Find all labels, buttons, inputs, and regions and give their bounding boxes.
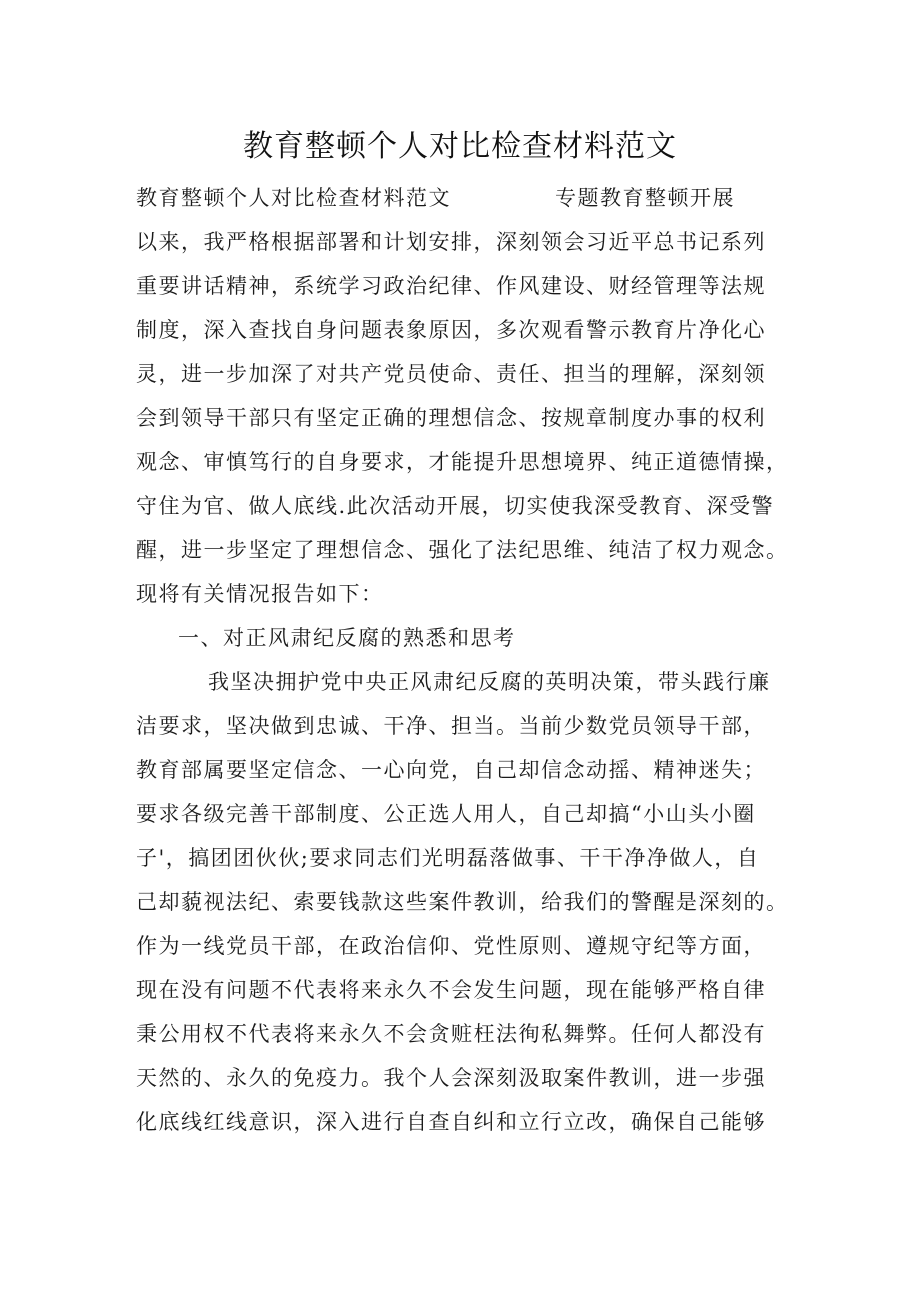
paragraph-line: 灵，进一步加深了对共产党员使命、责任、担当的理解，深刻领 bbox=[136, 362, 766, 386]
paragraph-line bbox=[136, 176, 806, 220]
paragraph-line: 洁要求，坚决做到忠诚、干净、担当。当前少数党员领导干部， bbox=[136, 714, 766, 738]
paragraph-line: 以来，我严格根据部署和计划安排，深刻领会习近平总书记系列 bbox=[136, 230, 766, 254]
inline-subtitle: 专题教育整顿开展 bbox=[555, 186, 735, 210]
paragraph-line: 观念、审慎笃行的自身要求，才能提升思想境界、纯正道德情操， bbox=[136, 450, 789, 474]
inline-title: 教育整顿个人对比检查材料范文 bbox=[136, 186, 451, 210]
paragraph-line: 制度，深入查找自身问题表象原因，多次观看警示教育片净化心 bbox=[136, 318, 766, 342]
paragraph-line: 守住为官、做人底线.此次活动开展，切实使我深受教育、深受警 bbox=[136, 494, 775, 518]
paragraph-line: 作为一线党员干部，在政治信仰、党性原则、遵规守纪等方面， bbox=[136, 934, 766, 958]
paragraph-line: 现在没有问题不代表将来永久不会发生问题，现在能够严格自律 bbox=[136, 978, 766, 1002]
paragraph-line: 我坚决拥护党中央正风肃纪反腐的英明决策，带头践行廉 bbox=[208, 670, 771, 694]
paragraph-line: 重要讲话精神，系统学习政治纪律、作风建设、财经管理等法规 bbox=[136, 274, 766, 298]
paragraph-line: 要求各级完善干部制度、公正选人用人，自己却搞“小山头小圈 bbox=[136, 802, 756, 826]
document-title: 教育整顿个人对比检查材料范文 bbox=[243, 129, 677, 164]
paragraph-line: 己却藐视法纪、索要钱款这些案件教训，给我们的警醒是深刻的。 bbox=[136, 890, 789, 914]
paragraph-line: 会到领导干部只有坚定正确的理想信念、按规章制度办事的权利 bbox=[136, 406, 766, 430]
paragraph-line: 醒，进一步坚定了理想信念、强化了法纪思维、纯洁了权力观念。 bbox=[136, 538, 789, 562]
document-body bbox=[136, 176, 806, 1144]
paragraph-line: 子'，搞团团伙伙;要求同志们光明磊落做事、干干净净做人，自 bbox=[136, 846, 760, 870]
paragraph-line: 教育部属要坚定信念、一心向党，自己却信念动摇、精神迷失； bbox=[136, 758, 766, 782]
section-heading: 一、对正风肃纪反腐的熟悉和思考 bbox=[178, 626, 516, 650]
paragraph-line: 秉公用权不代表将来永久不会贪赃枉法徇私舞弊。任何人都没有 bbox=[136, 1022, 766, 1046]
paragraph-line: 现将有关情况报告如下： bbox=[136, 582, 384, 606]
paragraph-line: 天然的、永久的免疫力。我个人会深刻汲取案件教训，进一步强 bbox=[136, 1066, 766, 1090]
paragraph-line: 化底线红线意识，深入进行自查自纠和立行立改，确保自己能够 bbox=[136, 1110, 766, 1134]
